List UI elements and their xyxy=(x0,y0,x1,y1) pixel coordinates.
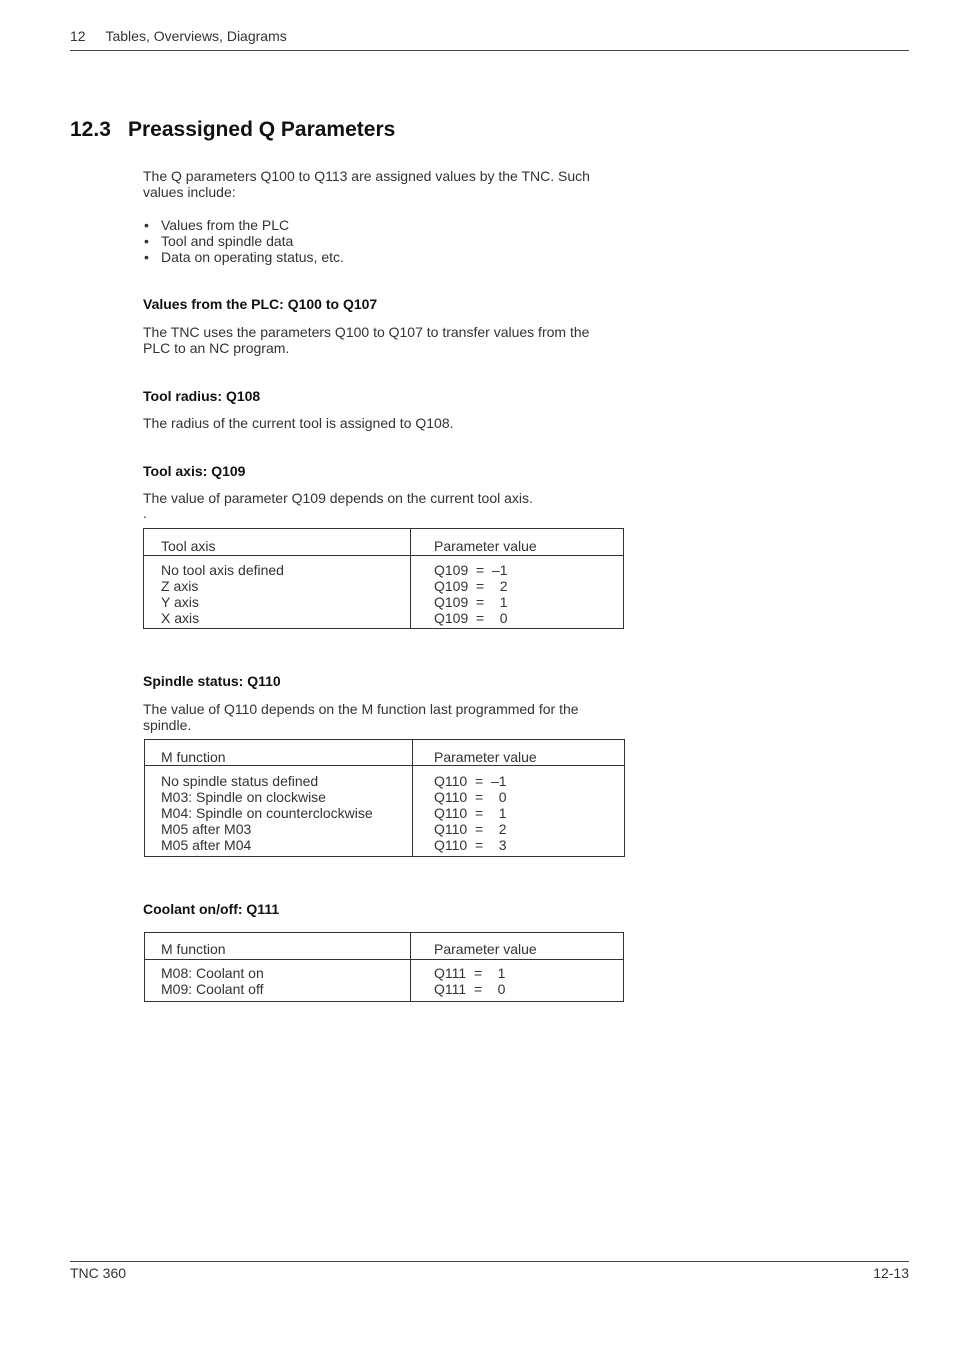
page-number: 12-13 xyxy=(873,1265,909,1281)
table-cell: No tool axis defined xyxy=(161,562,284,578)
tool-axis-table xyxy=(143,528,624,629)
plc-heading: Values from the PLC: Q100 to Q107 xyxy=(143,296,378,312)
intro-line-2: values include: xyxy=(143,184,236,200)
list-item: • Values from the PLC xyxy=(143,217,344,233)
header-divider xyxy=(144,555,623,556)
section-heading xyxy=(70,118,395,142)
table-cell: X axis xyxy=(161,610,200,626)
coolant-heading: Coolant on/off: Q111 xyxy=(143,901,280,917)
table-cell: M08: Coolant on xyxy=(161,965,264,981)
plc-line-2: PLC to an NC program. xyxy=(143,340,290,356)
axis-paragraph: The value of parameter Q109 depends on the current tool axis. xyxy=(143,490,533,506)
chapter-title: Tables, Overviews, Diagrams xyxy=(105,28,287,44)
spindle-paragraph xyxy=(143,701,623,733)
table-cell: M09: Coolant off xyxy=(161,981,264,997)
column-header-m-function: M function xyxy=(161,941,226,957)
list-item: • Data on operating status, etc. xyxy=(143,249,344,265)
radius-heading: Tool radius: Q108 xyxy=(143,388,261,404)
table-cell: Q109 = –1 xyxy=(434,562,508,578)
axis-right-column xyxy=(434,562,508,626)
axis-heading: Tool axis: Q109 xyxy=(143,463,246,479)
column-divider xyxy=(412,740,413,856)
table-cell: M03: Spindle on clockwise xyxy=(161,789,326,805)
spindle-right-column xyxy=(434,773,507,853)
plc-line-1: The TNC uses the parameters Q100 to Q107 to transfer values from the xyxy=(143,324,590,340)
table-cell: Q111 = 0 xyxy=(434,981,506,997)
header-divider xyxy=(145,765,624,766)
column-header-tool-axis: Tool axis xyxy=(161,538,216,554)
section-number: 12.3 xyxy=(70,118,111,141)
coolant-left-column xyxy=(161,965,264,997)
intro-bullet-list xyxy=(143,217,344,265)
column-header-parameter-value: Parameter value xyxy=(434,941,537,957)
table-cell: Q110 = 2 xyxy=(434,821,507,837)
table-cell: M05 after M04 xyxy=(161,837,252,853)
spindle-table xyxy=(144,739,625,857)
running-header xyxy=(70,28,287,44)
axis-left-column xyxy=(161,562,284,626)
intro-line-1: The Q parameters Q100 to Q113 are assigned values by the TNC. Such xyxy=(143,168,590,184)
table-cell: M04: Spindle on counterclockwise xyxy=(161,805,373,821)
column-divider xyxy=(410,933,411,1001)
intro-paragraph xyxy=(143,168,623,200)
table-cell: Q111 = 1 xyxy=(434,965,506,981)
spindle-heading: Spindle status: Q110 xyxy=(143,673,281,689)
table-cell: Q109 = 2 xyxy=(434,578,508,594)
chapter-number: 12 xyxy=(70,28,86,44)
table-cell: Q109 = 0 xyxy=(434,610,508,626)
table-cell: M05 after M03 xyxy=(161,821,252,837)
column-header-parameter-value: Parameter value xyxy=(434,749,537,765)
coolant-table xyxy=(144,932,624,1002)
stray-dot: . xyxy=(143,505,147,521)
plc-paragraph xyxy=(143,324,623,356)
table-cell: Y axis xyxy=(161,594,199,610)
table-cell: Q110 = 0 xyxy=(434,789,507,805)
column-header-m-function: M function xyxy=(161,749,226,765)
spindle-line-1: The value of Q110 depends on the M function last programmed for the xyxy=(143,701,579,717)
table-cell: Q110 = 3 xyxy=(434,837,507,853)
column-divider xyxy=(410,529,411,628)
section-title: Preassigned Q Parameters xyxy=(128,118,396,141)
radius-paragraph: The radius of the current tool is assigned to Q108. xyxy=(143,415,454,431)
spindle-line-2: spindle. xyxy=(143,717,192,733)
header-divider xyxy=(145,959,623,960)
list-item: • Tool and spindle data xyxy=(143,233,344,249)
table-cell: Q110 = –1 xyxy=(434,773,507,789)
footer-left: TNC 360 xyxy=(70,1265,127,1281)
footer-rule xyxy=(70,1261,909,1262)
coolant-right-column xyxy=(434,965,505,997)
spindle-left-column xyxy=(161,773,373,853)
table-cell: Q109 = 1 xyxy=(434,594,508,610)
column-header-parameter-value: Parameter value xyxy=(434,538,537,554)
table-cell: Q110 = 1 xyxy=(434,805,507,821)
header-rule xyxy=(70,50,909,51)
table-cell: Z axis xyxy=(161,578,199,594)
table-cell: No spindle status defined xyxy=(161,773,319,789)
